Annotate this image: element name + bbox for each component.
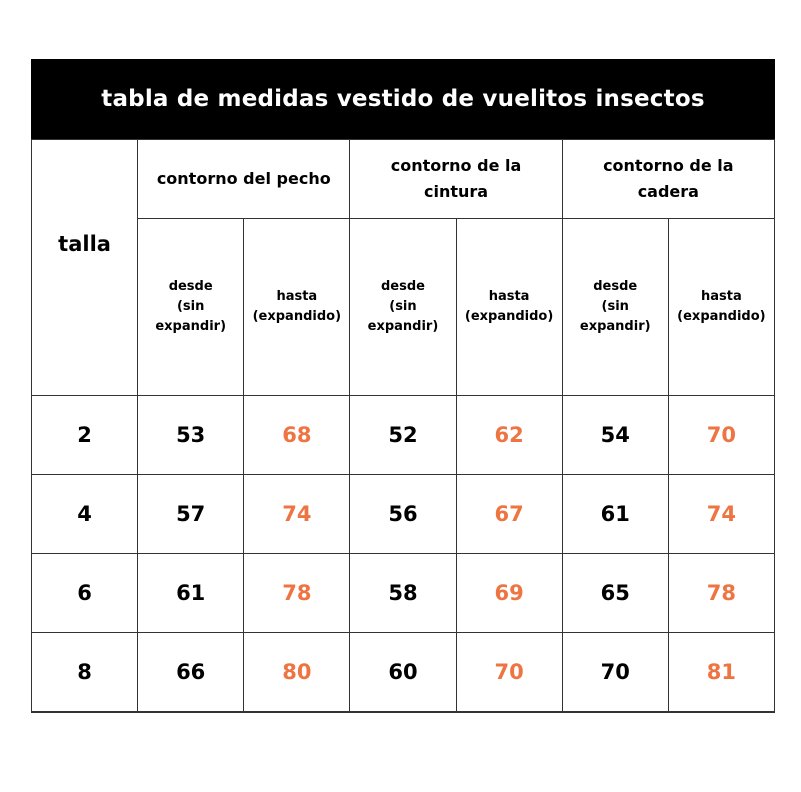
header-group-cintura-line1: contorno de la (390, 156, 522, 175)
table-row (32, 554, 775, 633)
sub-desde-line2: (sin (176, 299, 205, 314)
sub-hasta-line1: hasta (276, 289, 318, 304)
sub-desde-line1: desde (380, 279, 425, 294)
header-group-cadera-line2: cadera (637, 182, 699, 201)
cell-cadera-hasta: 81 (668, 633, 774, 712)
measurements-table (31, 139, 775, 712)
header-group-cadera (562, 140, 774, 219)
table-row (32, 396, 775, 475)
header-group-cintura-line2: cintura (423, 182, 489, 201)
header-talla (32, 140, 138, 396)
cell-cadera-desde: 70 (562, 633, 668, 712)
sub-desde-line2: (sin (389, 299, 417, 314)
size-chart (31, 59, 775, 713)
header-group-pecho (138, 140, 350, 219)
sub-desde-line1: desde (593, 279, 638, 294)
cell-talla: 4 (32, 475, 138, 554)
cell-cintura-desde: 52 (350, 396, 456, 475)
sub-hasta-line1: hasta (488, 289, 530, 304)
sub-desde-line3: expandir) (155, 319, 227, 334)
header-sub-desde (562, 219, 668, 396)
sub-desde-line3: expandir) (367, 319, 439, 334)
sub-desde-line1: desde (168, 279, 213, 294)
cell-cadera-hasta: 78 (668, 554, 774, 633)
table-row (32, 633, 775, 712)
cell-cintura-desde: 60 (350, 633, 456, 712)
cell-cintura-hasta: 67 (456, 475, 562, 554)
cell-cintura-hasta: 62 (456, 396, 562, 475)
sub-hasta-line2: (expandido) (252, 309, 342, 324)
cell-talla: 2 (32, 396, 138, 475)
cell-talla: 8 (32, 633, 138, 712)
cell-pecho-desde: 53 (138, 396, 244, 475)
cell-pecho-desde: 61 (138, 554, 244, 633)
cell-pecho-desde: 57 (138, 475, 244, 554)
cell-pecho-desde: 66 (138, 633, 244, 712)
sub-hasta-line2: (expandido) (677, 309, 766, 324)
cell-cadera-desde: 65 (562, 554, 668, 633)
chart-title: tabla de medidas vestido de vuelitos insectos (31, 59, 775, 139)
cell-cadera-hasta: 70 (668, 396, 774, 475)
header-group-pecho-label: contorno del pecho (156, 169, 331, 188)
sub-desde-line3: expandir) (579, 319, 651, 334)
cell-cintura-hasta: 69 (456, 554, 562, 633)
cell-cintura-desde: 58 (350, 554, 456, 633)
cell-cadera-desde: 54 (562, 396, 668, 475)
header-sub-hasta (668, 219, 774, 396)
table-row (32, 475, 775, 554)
header-sub-hasta (244, 219, 350, 396)
cell-cintura-hasta: 70 (456, 633, 562, 712)
header-talla-label: talla (58, 231, 111, 256)
cell-pecho-hasta: 74 (244, 475, 350, 554)
cell-cintura-desde: 56 (350, 475, 456, 554)
header-sub-desde (138, 219, 244, 396)
sub-hasta-line1: hasta (701, 289, 742, 304)
header-group-cadera-line1: contorno de la (603, 156, 734, 175)
cell-cadera-hasta: 74 (668, 475, 774, 554)
cell-cadera-desde: 61 (562, 475, 668, 554)
cell-pecho-hasta: 78 (244, 554, 350, 633)
sub-hasta-line2: (expandido) (464, 309, 554, 324)
sub-desde-line2: (sin (601, 299, 629, 314)
header-group-cintura (350, 140, 562, 219)
cell-pecho-hasta: 80 (244, 633, 350, 712)
cell-talla: 6 (32, 554, 138, 633)
header-sub-desde (350, 219, 456, 396)
cell-pecho-hasta: 68 (244, 396, 350, 475)
header-sub-hasta (456, 219, 562, 396)
